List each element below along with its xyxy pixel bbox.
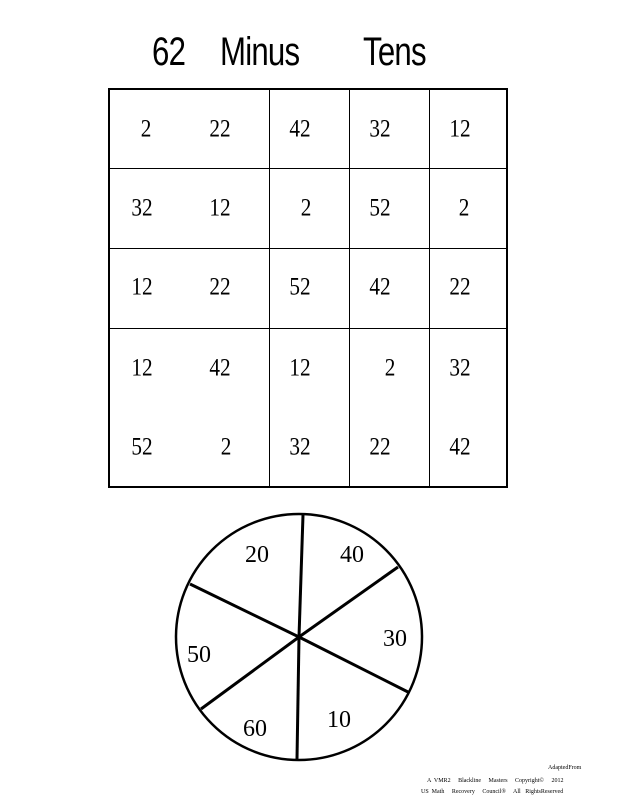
- grid-number: 52: [289, 273, 311, 301]
- spinner-value: 20: [245, 542, 269, 568]
- grid-number: 2: [384, 354, 396, 382]
- grid-number: 2: [220, 433, 232, 461]
- spinner-divider: [201, 637, 299, 709]
- grid-number: 22: [209, 115, 231, 143]
- grid-number: 12: [289, 354, 311, 382]
- grid-number: 42: [369, 273, 391, 301]
- grid-number: 22: [209, 273, 231, 301]
- grid-number: 52: [369, 194, 391, 222]
- grid-number: 22: [369, 433, 391, 461]
- grid-number: 32: [289, 433, 311, 461]
- grid-number: 32: [369, 115, 391, 143]
- spinner-value: 40: [340, 542, 364, 568]
- spinner-value: 30: [383, 626, 407, 652]
- grid-number: 12: [449, 115, 471, 143]
- grid-number: 2: [458, 194, 470, 222]
- spinner-value: 50: [187, 642, 211, 668]
- grid-number: 12: [209, 194, 231, 222]
- grid-number: 32: [131, 194, 153, 222]
- footer-rights: US Math Recovery Council® All RightsReserved: [421, 789, 564, 795]
- grid-number: 42: [289, 115, 311, 143]
- spinner-divider: [299, 515, 303, 637]
- title-minus: Minus: [220, 30, 300, 74]
- title-number: 62: [152, 30, 186, 74]
- grid-number: 12: [131, 273, 153, 301]
- grid-number: 52: [131, 433, 153, 461]
- spinner-value: 60: [243, 716, 267, 742]
- footer-copyright: A VMR2 Blackline Masters Copyright© 2012: [427, 778, 564, 784]
- grid-number: 12: [131, 354, 153, 382]
- footer-adapted-from: AdaptedFrom: [548, 765, 582, 771]
- spinner-divider: [297, 637, 299, 759]
- grid-number: 32: [449, 354, 471, 382]
- title-tens: Tens: [363, 30, 426, 74]
- grid-number: 2: [140, 115, 152, 143]
- grid-number: 42: [449, 433, 471, 461]
- grid-number: 22: [449, 273, 471, 301]
- grid-number: 42: [209, 354, 231, 382]
- spinner-divider: [190, 584, 299, 637]
- grid-number: 2: [300, 194, 312, 222]
- spinner-value: 10: [327, 707, 351, 733]
